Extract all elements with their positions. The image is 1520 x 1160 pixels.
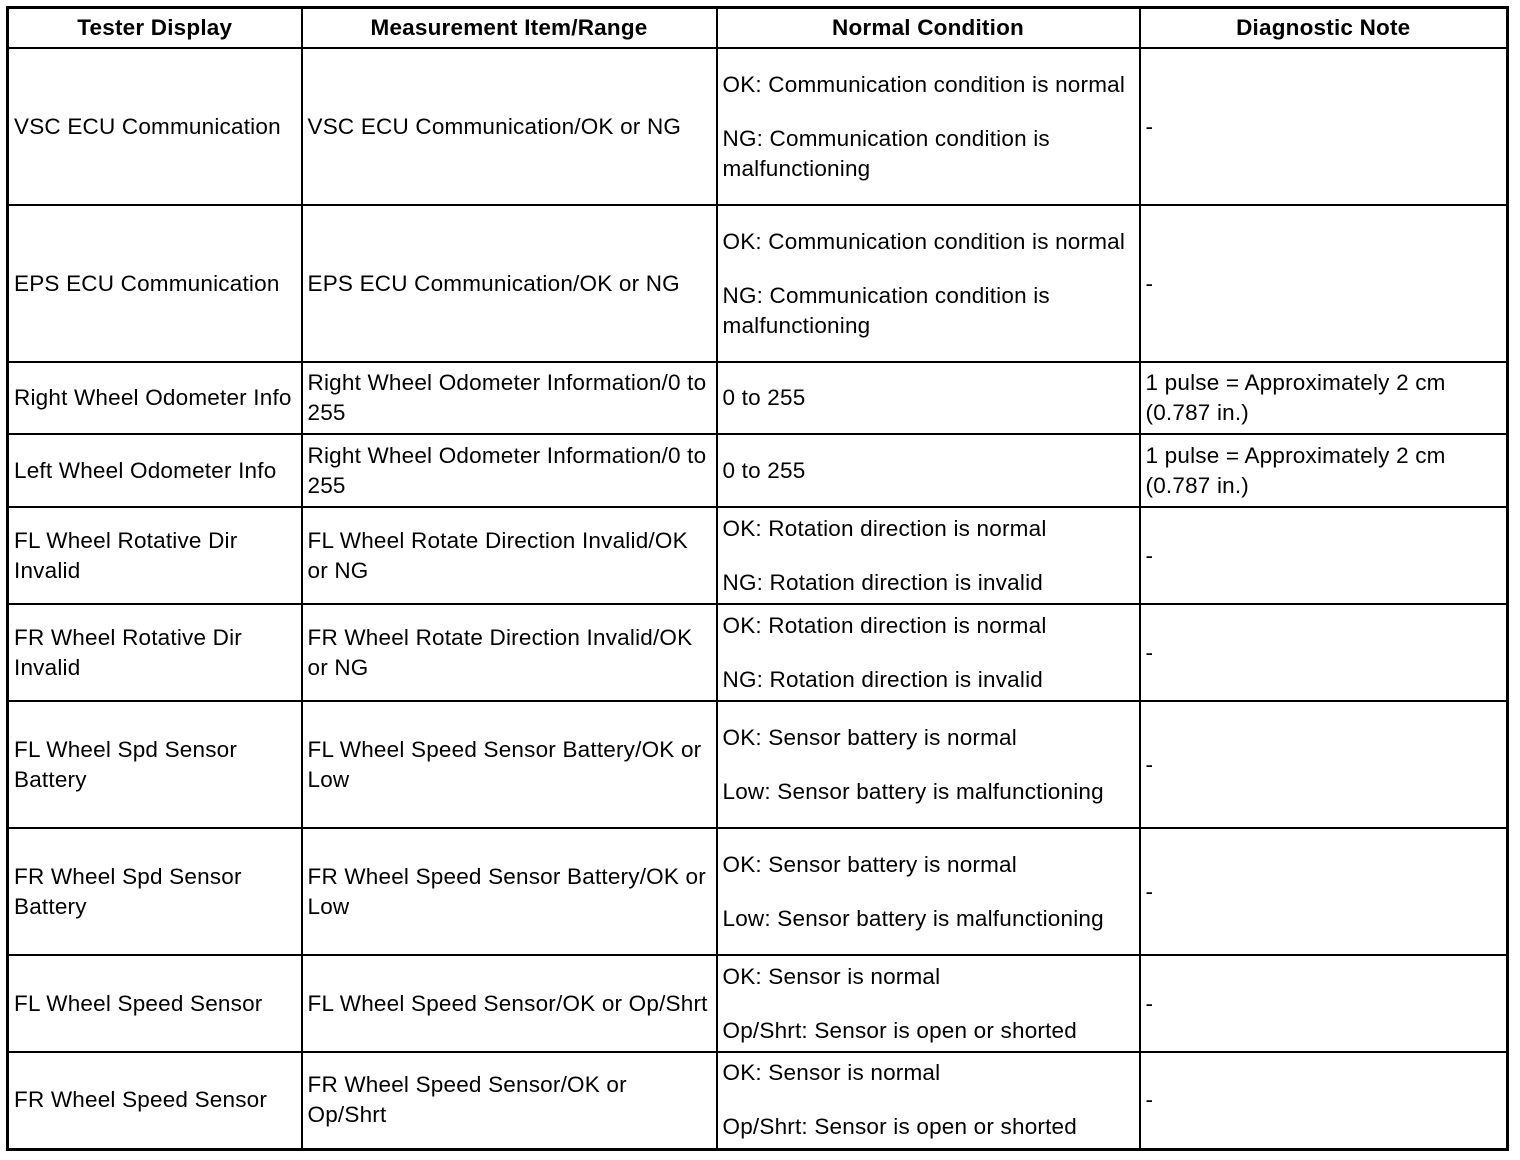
condition-line: OK: Communication condition is normal [722, 71, 1126, 97]
table-row [8, 1052, 1508, 1149]
cell-normal-condition [717, 955, 1140, 1052]
cell-measurement-item: FL Wheel Speed Sensor/OK or Op/Shrt [302, 955, 717, 1052]
cell-normal-condition [717, 604, 1140, 701]
table-row [8, 434, 1508, 507]
condition-line: OK: Rotation direction is normal [722, 612, 1047, 638]
cell-measurement-item: Right Wheel Odometer Information/0 to 255 [302, 434, 717, 507]
cell-measurement-item: FL Wheel Speed Sensor Battery/OK or Low [302, 701, 717, 828]
table-row [8, 205, 1508, 362]
header-measurement-item: Measurement Item/Range [302, 8, 717, 49]
condition-line: OK: Rotation direction is normal [722, 515, 1047, 541]
header-diagnostic-note: Diagnostic Note [1140, 8, 1508, 49]
condition-line: OK: Sensor battery is normal [722, 724, 1017, 750]
condition-line: Op/Shrt: Sensor is open or shorted [722, 1017, 1077, 1043]
table-row [8, 701, 1508, 828]
condition-line: OK: Communication condition is normal [722, 228, 1126, 254]
cell-tester-display: Right Wheel Odometer Info [8, 362, 302, 434]
condition-spacer [723, 257, 1134, 281]
cell-diagnostic-note: - [1140, 205, 1508, 362]
cell-normal-condition [717, 701, 1140, 828]
cell-measurement-item: EPS ECU Communication/OK or NG [302, 205, 717, 362]
cell-tester-display: Left Wheel Odometer Info [8, 434, 302, 507]
cell-tester-display: FR Wheel Spd Sensor Battery [8, 828, 302, 955]
cell-measurement-item: FR Wheel Rotate Direction Invalid/OK or NG [302, 604, 717, 701]
condition-line: Low: Sensor battery is malfunctioning [722, 905, 1104, 931]
condition-spacer [723, 544, 1134, 568]
cell-tester-display: FL Wheel Spd Sensor Battery [8, 701, 302, 828]
cell-diagnostic-note: - [1140, 955, 1508, 1052]
cell-measurement-item: FL Wheel Rotate Direction Invalid/OK or NG [302, 507, 717, 604]
cell-normal-condition [717, 205, 1140, 362]
table-row [8, 362, 1508, 434]
header-normal-condition: Normal Condition [717, 8, 1140, 49]
condition-line: 0 to 255 [722, 457, 806, 483]
condition-line: OK: Sensor is normal [722, 1060, 941, 1086]
cell-measurement-item: FR Wheel Speed Sensor/OK or Op/Shrt [302, 1052, 717, 1149]
document-page [6, 6, 1509, 1151]
cell-tester-display: VSC ECU Communication [8, 48, 302, 205]
cell-diagnostic-note: 1 pulse = Approximately 2 cm (0.787 in.) [1140, 362, 1508, 434]
condition-spacer [723, 880, 1134, 904]
cell-normal-condition [717, 507, 1140, 604]
table-row [8, 48, 1508, 205]
cell-measurement-item: FR Wheel Speed Sensor Battery/OK or Low [302, 828, 717, 955]
cell-diagnostic-note: - [1140, 604, 1508, 701]
condition-line: 0 to 255 [722, 385, 806, 410]
table-row [8, 955, 1508, 1052]
data-list-table [6, 6, 1509, 1151]
condition-line: NG: Rotation direction is invalid [722, 666, 1043, 692]
table-body [8, 48, 1508, 1149]
cell-diagnostic-note: - [1140, 507, 1508, 604]
condition-line: Low: Sensor battery is malfunctioning [722, 778, 1104, 804]
cell-diagnostic-note: - [1140, 1052, 1508, 1149]
condition-spacer [723, 753, 1134, 777]
cell-diagnostic-note: - [1140, 701, 1508, 828]
cell-diagnostic-note: 1 pulse = Approximately 2 cm (0.787 in.) [1140, 434, 1508, 507]
condition-spacer [723, 641, 1134, 665]
cell-tester-display: FR Wheel Speed Sensor [8, 1052, 302, 1149]
cell-tester-display: FL Wheel Rotative Dir Invalid [8, 507, 302, 604]
cell-measurement-item: VSC ECU Communication/OK or NG [302, 48, 717, 205]
condition-spacer [723, 100, 1134, 124]
condition-line: OK: Sensor is normal [722, 963, 941, 989]
condition-line: OK: Sensor battery is normal [722, 851, 1017, 877]
condition-line: NG: Communication condition is malfunctioning [722, 282, 1050, 338]
header-tester-display: Tester Display [8, 8, 302, 49]
cell-tester-display: FR Wheel Rotative Dir Invalid [8, 604, 302, 701]
condition-spacer [723, 992, 1134, 1016]
table-row [8, 507, 1508, 604]
table-row [8, 828, 1508, 955]
cell-normal-condition [717, 48, 1140, 205]
cell-tester-display: EPS ECU Communication [8, 205, 302, 362]
cell-normal-condition [717, 434, 1140, 507]
cell-diagnostic-note: - [1140, 48, 1508, 205]
cell-normal-condition [717, 828, 1140, 955]
condition-line: NG: Communication condition is malfunctioning [722, 125, 1050, 181]
cell-measurement-item: Right Wheel Odometer Information/0 to 255 [302, 362, 717, 434]
condition-spacer [723, 1088, 1134, 1112]
cell-normal-condition [717, 362, 1140, 434]
table-header-row [8, 8, 1508, 49]
condition-line: NG: Rotation direction is invalid [722, 569, 1043, 595]
table-row [8, 604, 1508, 701]
cell-tester-display: FL Wheel Speed Sensor [8, 955, 302, 1052]
cell-diagnostic-note: - [1140, 828, 1508, 955]
condition-line: Op/Shrt: Sensor is open or shorted [722, 1114, 1077, 1140]
cell-normal-condition [717, 1052, 1140, 1149]
